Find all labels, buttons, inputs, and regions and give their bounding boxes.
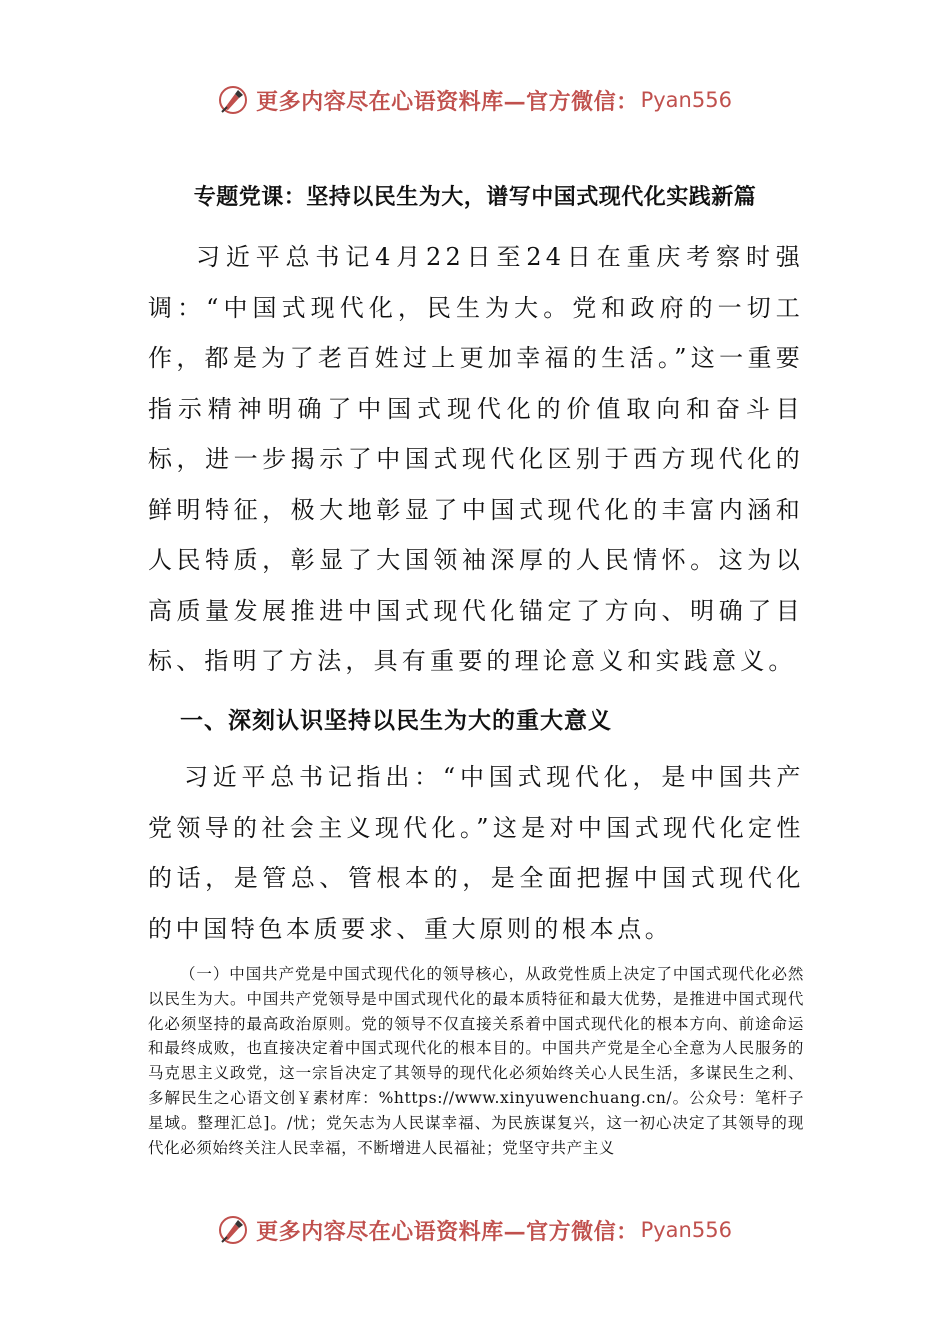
banner-text: 更多内容尽在心语资料库—官方微信： [256, 88, 639, 115]
header-watermark-banner [0, 80, 950, 120]
section-heading: 一、深刻认识坚持以民生为大的重大意义 [180, 708, 612, 734]
footer-watermark-banner [0, 1210, 950, 1250]
banner-text: 更多内容尽在心语资料库—官方微信： [256, 1218, 639, 1245]
banner-wechat-id: Pyan556 [640, 88, 732, 112]
pen-nib-icon [218, 1215, 248, 1245]
section-paragraph: 习近平总书记指出：“中国式现代化，是中国共产党领导的社会主义现代化。”这是对中国式现代化定性的话，是管总、管根本的，是全面把握中国式现代化的中国特色本质要求、重大原则的根本点。 [148, 763, 804, 943]
subsection-paragraph: （一）中国共产党是中国式现代化的领导核心，从政党性质上决定了中国式现代化必然以民生为大。中国共产党领导是中国式现代化的最本质特征和最大优势，是推进中国式现代化必须坚持的最高政治原则。党的领导不仅直接关系着中国式现代化的根本方向、前途命运和最终成败，也直接决定着中国式现代化的根本目的。中国共产党是全心全意为人民服务的马克思主义政党，这一宗旨决定了其领导的现代化必须始终关心人民生活，多谋民生之利、多解民生之心语文创￥素材库：%https://www.xinyuwenchuang.cn/。公众号：笔杆子星域。整理汇总]。/忧；党矢志为人民谋幸福、为民族谋复兴，这一初心决定了其领导的现代化必须始终关注人民幸福，不断增进人民福祉；党坚守共产主义 [148, 965, 804, 1157]
document-title: 专题党课：坚持以民生为大，谱写中国式现代化实践新篇 [193, 185, 757, 210]
pen-nib-icon [218, 85, 248, 115]
intro-paragraph: 习近平总书记4月22日至24日在重庆考察时强调：“中国式现代化，民生为大。党和政府的一切工作，都是为了老百姓过上更加幸福的生活。”这一重要指示精神明确了中国式现代化的价值取向和奋斗目标，进一步揭示了中国式现代化区别于西方现代化的鲜明特征，极大地彰显了中国式现代化的丰富内涵和人民特质，彰显了大国领袖深厚的人民情怀。这为以高质量发展推进中国式现代化锚定了方向、明确了目标、指明了方法，具有重要的理论意义和实践意义。 [148, 243, 804, 675]
banner-wechat-id: Pyan556 [640, 1218, 732, 1242]
